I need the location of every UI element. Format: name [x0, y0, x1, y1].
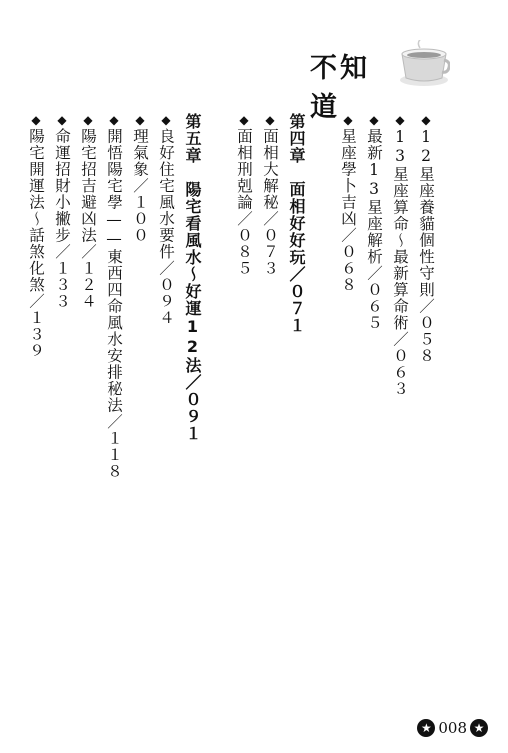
toc-item: ◆命運招財小撇步／１３３ [53, 113, 71, 310]
toc-item: ◆開悟陽宅學——東西四命風水安排秘法／１１８ [105, 113, 123, 480]
toc-item: ◆理氣象／１００ [131, 113, 149, 244]
diamond-bullet-icon: ◆ [367, 113, 381, 128]
diamond-bullet-icon: ◆ [133, 113, 147, 128]
toc-item: ◆良好住宅風水要件／０９４ [157, 113, 175, 326]
diamond-bullet-icon: ◆ [81, 113, 95, 128]
toc-item: ◆陽宅開運法～話煞化煞／１３９ [27, 113, 45, 359]
toc-item: ◆星座學卜吉凶／０６８ [339, 113, 357, 293]
diamond-bullet-icon: ◆ [263, 113, 277, 128]
diamond-bullet-icon: ◆ [159, 113, 173, 128]
diamond-bullet-icon: ◆ [419, 113, 433, 128]
table-of-contents [24, 113, 438, 633]
diamond-bullet-icon: ◆ [55, 113, 69, 128]
toc-item: ◆最新13星座解析／０６５ [365, 113, 383, 331]
diamond-bullet-icon: ◆ [237, 113, 251, 128]
toc-item: ◆面相刑剋論／０８５ [235, 113, 253, 277]
toc-item: ◆面相大解秘／０７３ [261, 113, 279, 277]
chapter-heading: 第五章 陽宅看風水～好運12法／０９１ [183, 113, 202, 442]
star-icon: ★ [470, 719, 488, 737]
star-icon: ★ [417, 719, 435, 737]
toc-item: ◆13星座算命～最新算命術／０６３ [391, 113, 409, 397]
diamond-bullet-icon: ◆ [393, 113, 407, 128]
chapter-heading: 第四章 面相好好玩／０７１ [287, 113, 306, 334]
page-header [310, 40, 450, 123]
page-footer [417, 719, 488, 737]
page-number: 008 [438, 719, 467, 737]
diamond-bullet-icon: ◆ [107, 113, 121, 128]
header-title: 不知道 [310, 53, 370, 123]
toc-item: ◆陽宅招吉避凶法／１２４ [79, 113, 97, 310]
diamond-bullet-icon: ◆ [29, 113, 43, 128]
toc-item: ◆12星座養貓個性守則／０５８ [417, 113, 435, 364]
diamond-bullet-icon: ◆ [341, 113, 355, 128]
